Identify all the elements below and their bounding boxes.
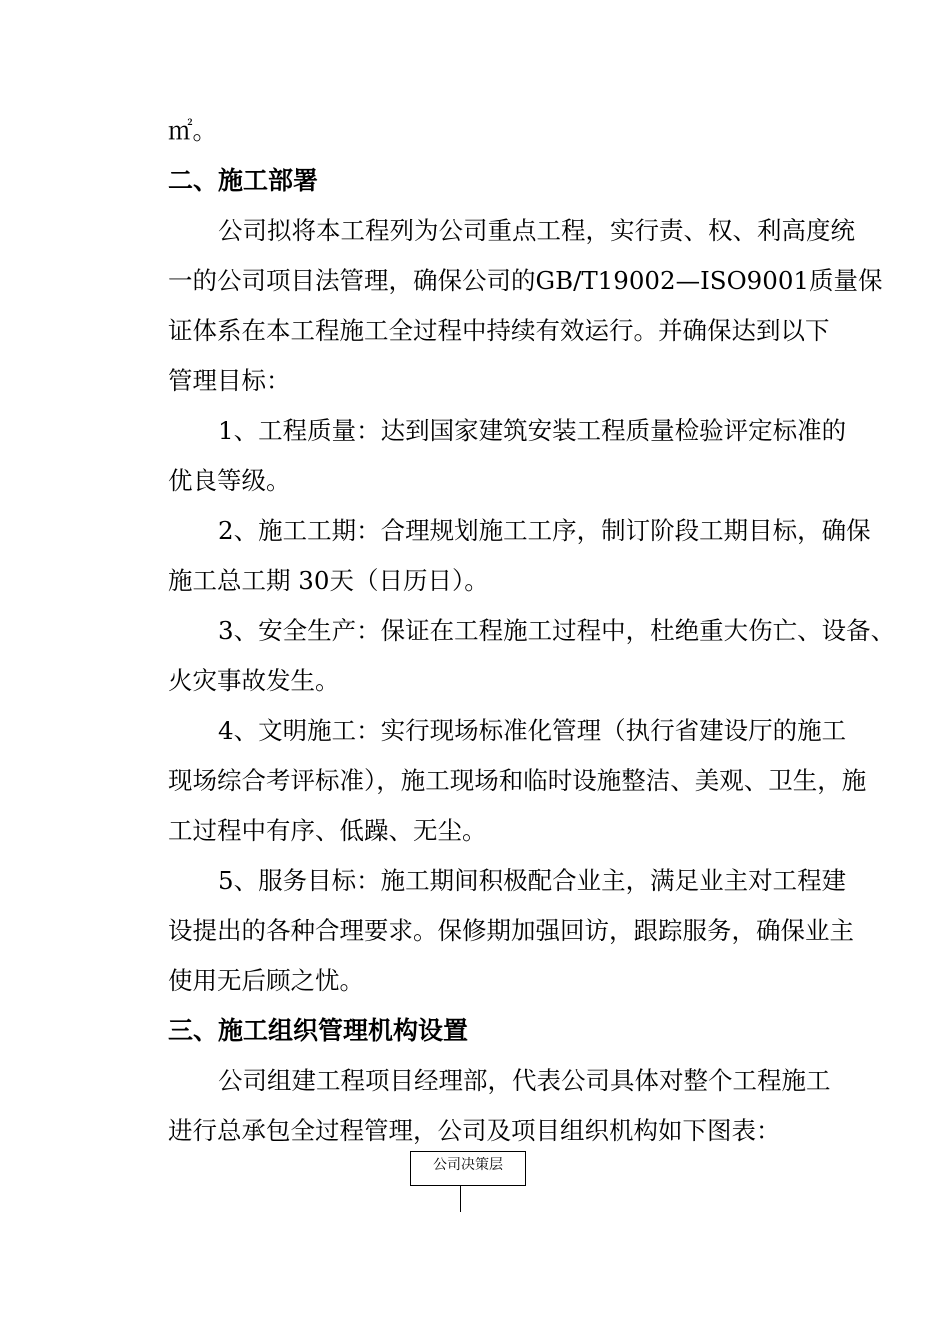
- goal-safety-line: 火灾事故发生。: [168, 666, 340, 695]
- goal-safety-line: 3、安全生产：保证在工程施工过程中，杜绝重大伤亡、设备、: [218, 616, 896, 645]
- goal-service-line: 设提出的各种合理要求。保修期加强回访，跟踪服务，确保业主: [168, 916, 854, 945]
- goal-civilized-line: 4、文明施工：实行现场标准化管理（执行省建设厅的施工: [218, 716, 847, 745]
- paragraph-line: 管理目标：: [168, 366, 291, 395]
- goal-service-line: 5、服务目标：施工期间积极配合业主，满足业主对工程建: [218, 866, 847, 895]
- org-chart-top-box: 公司决策层: [410, 1151, 526, 1186]
- paragraph-line: 一的公司项目法管理，确保公司的GB/T19002—ISO9001质量保: [168, 266, 883, 295]
- goal-civilized-line: 工过程中有序、低躁、无尘。: [168, 816, 487, 845]
- org-chart-connector-line: [460, 1186, 461, 1212]
- section-heading-deployment: 二、施工部署: [168, 166, 319, 195]
- goal-quality-line: 优良等级。: [168, 466, 291, 495]
- paragraph-line: 公司组建工程项目经理部，代表公司具体对整个工程施工: [218, 1066, 831, 1095]
- paragraph-line: 公司拟将本工程列为公司重点工程，实行责、权、利高度统: [218, 216, 855, 245]
- goal-quality-line: 1、工程质量：达到国家建筑安装工程质量检验评定标准的: [218, 416, 847, 445]
- goal-schedule-line: 2、施工工期：合理规划施工工序，制订阶段工期目标，确保: [218, 516, 871, 545]
- goal-schedule-line: 施工总工期 30天（日历日）。: [168, 566, 489, 595]
- paragraph-line: 证体系在本工程施工全过程中持续有效运行。并确保达到以下: [168, 316, 830, 345]
- goal-service-line: 使用无后顾之忧。: [168, 966, 364, 995]
- goal-civilized-line: 现场综合考评标准），施工现场和临时设施整洁、美观、卫生，施: [168, 766, 867, 795]
- paragraph-line: 进行总承包全过程管理，公司及项目组织机构如下图表：: [168, 1116, 781, 1145]
- text-line-area-unit: ㎡。: [168, 116, 217, 145]
- section-heading-organization: 三、施工组织管理机构设置: [168, 1016, 469, 1045]
